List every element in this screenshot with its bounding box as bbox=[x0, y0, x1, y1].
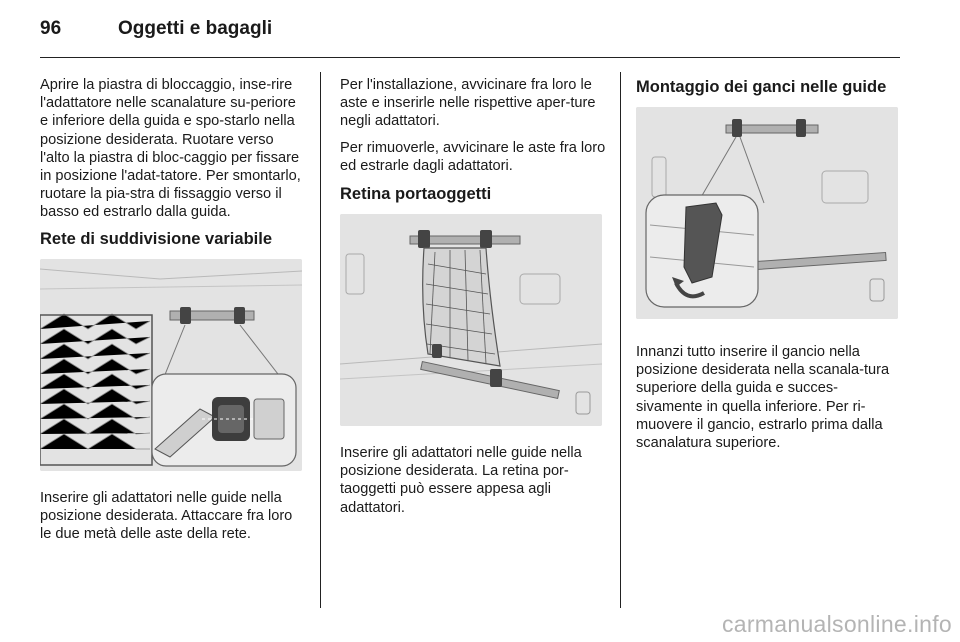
column-divider bbox=[620, 72, 621, 608]
section-heading-variable-net: Rete di suddivisione variabile bbox=[40, 229, 272, 248]
page-number: 96 bbox=[40, 18, 62, 39]
column-divider bbox=[320, 72, 321, 608]
remove-paragraph: Per rimuoverle, avvicinare le aste fra loro ed estrarle dagli adattatori. bbox=[340, 139, 606, 174]
header-rule bbox=[40, 57, 900, 58]
column-1 bbox=[40, 76, 306, 551]
column-2 bbox=[340, 76, 606, 525]
figure-variable-net bbox=[40, 259, 302, 471]
watermark-text: carmanualsonline.info bbox=[721, 611, 952, 637]
page-header bbox=[40, 18, 900, 48]
section-heading-hooks: Montaggio dei ganci nelle guide bbox=[636, 78, 887, 96]
caption-variable-net: Inserire gli adattatori nelle guide nella posizione desiderata. Attaccare fra loro le due metà delle aste della rete. bbox=[40, 489, 293, 543]
figure-hooks bbox=[636, 107, 898, 319]
intro-paragraph: Aprire la piastra di bloccaggio, inse-rire l'adattatore nelle scanalature su-periore e inferiore della guida e spo-starlo nella posizione desiderata. Ruotare verso l'alto la piastra di bloc-caggio per fissare in posizione l'adat-tatore. Per smontarlo, ruotare la pia-stra di fissaggio verso il basso ed estrarlo dalla guida. bbox=[40, 77, 301, 221]
figure-storage-net bbox=[340, 214, 602, 426]
section-heading-storage-net: Retina portaoggetti bbox=[340, 185, 492, 204]
install-paragraph: Per l'installazione, avvicinare fra loro le aste e inserirle nelle rispettive aper-ture negli adattatori. bbox=[340, 77, 596, 130]
caption-hooks: Innanzi tutto inserire il gancio nella posizione desiderata nella scanala-tura superiore della guida e succes-sivamente in quella inferiore. Per ri-muovere il gancio, estrarlo prima dalla scanalatura superiore. bbox=[636, 344, 890, 452]
caption-storage-net: Inserire gli adattatori nelle guide nella posizione desiderata. La retina por-taoggetti può essere appesa agli adattatori. bbox=[340, 445, 582, 516]
page-title: Oggetti e bagagli bbox=[118, 18, 273, 39]
column-3 bbox=[636, 76, 902, 460]
